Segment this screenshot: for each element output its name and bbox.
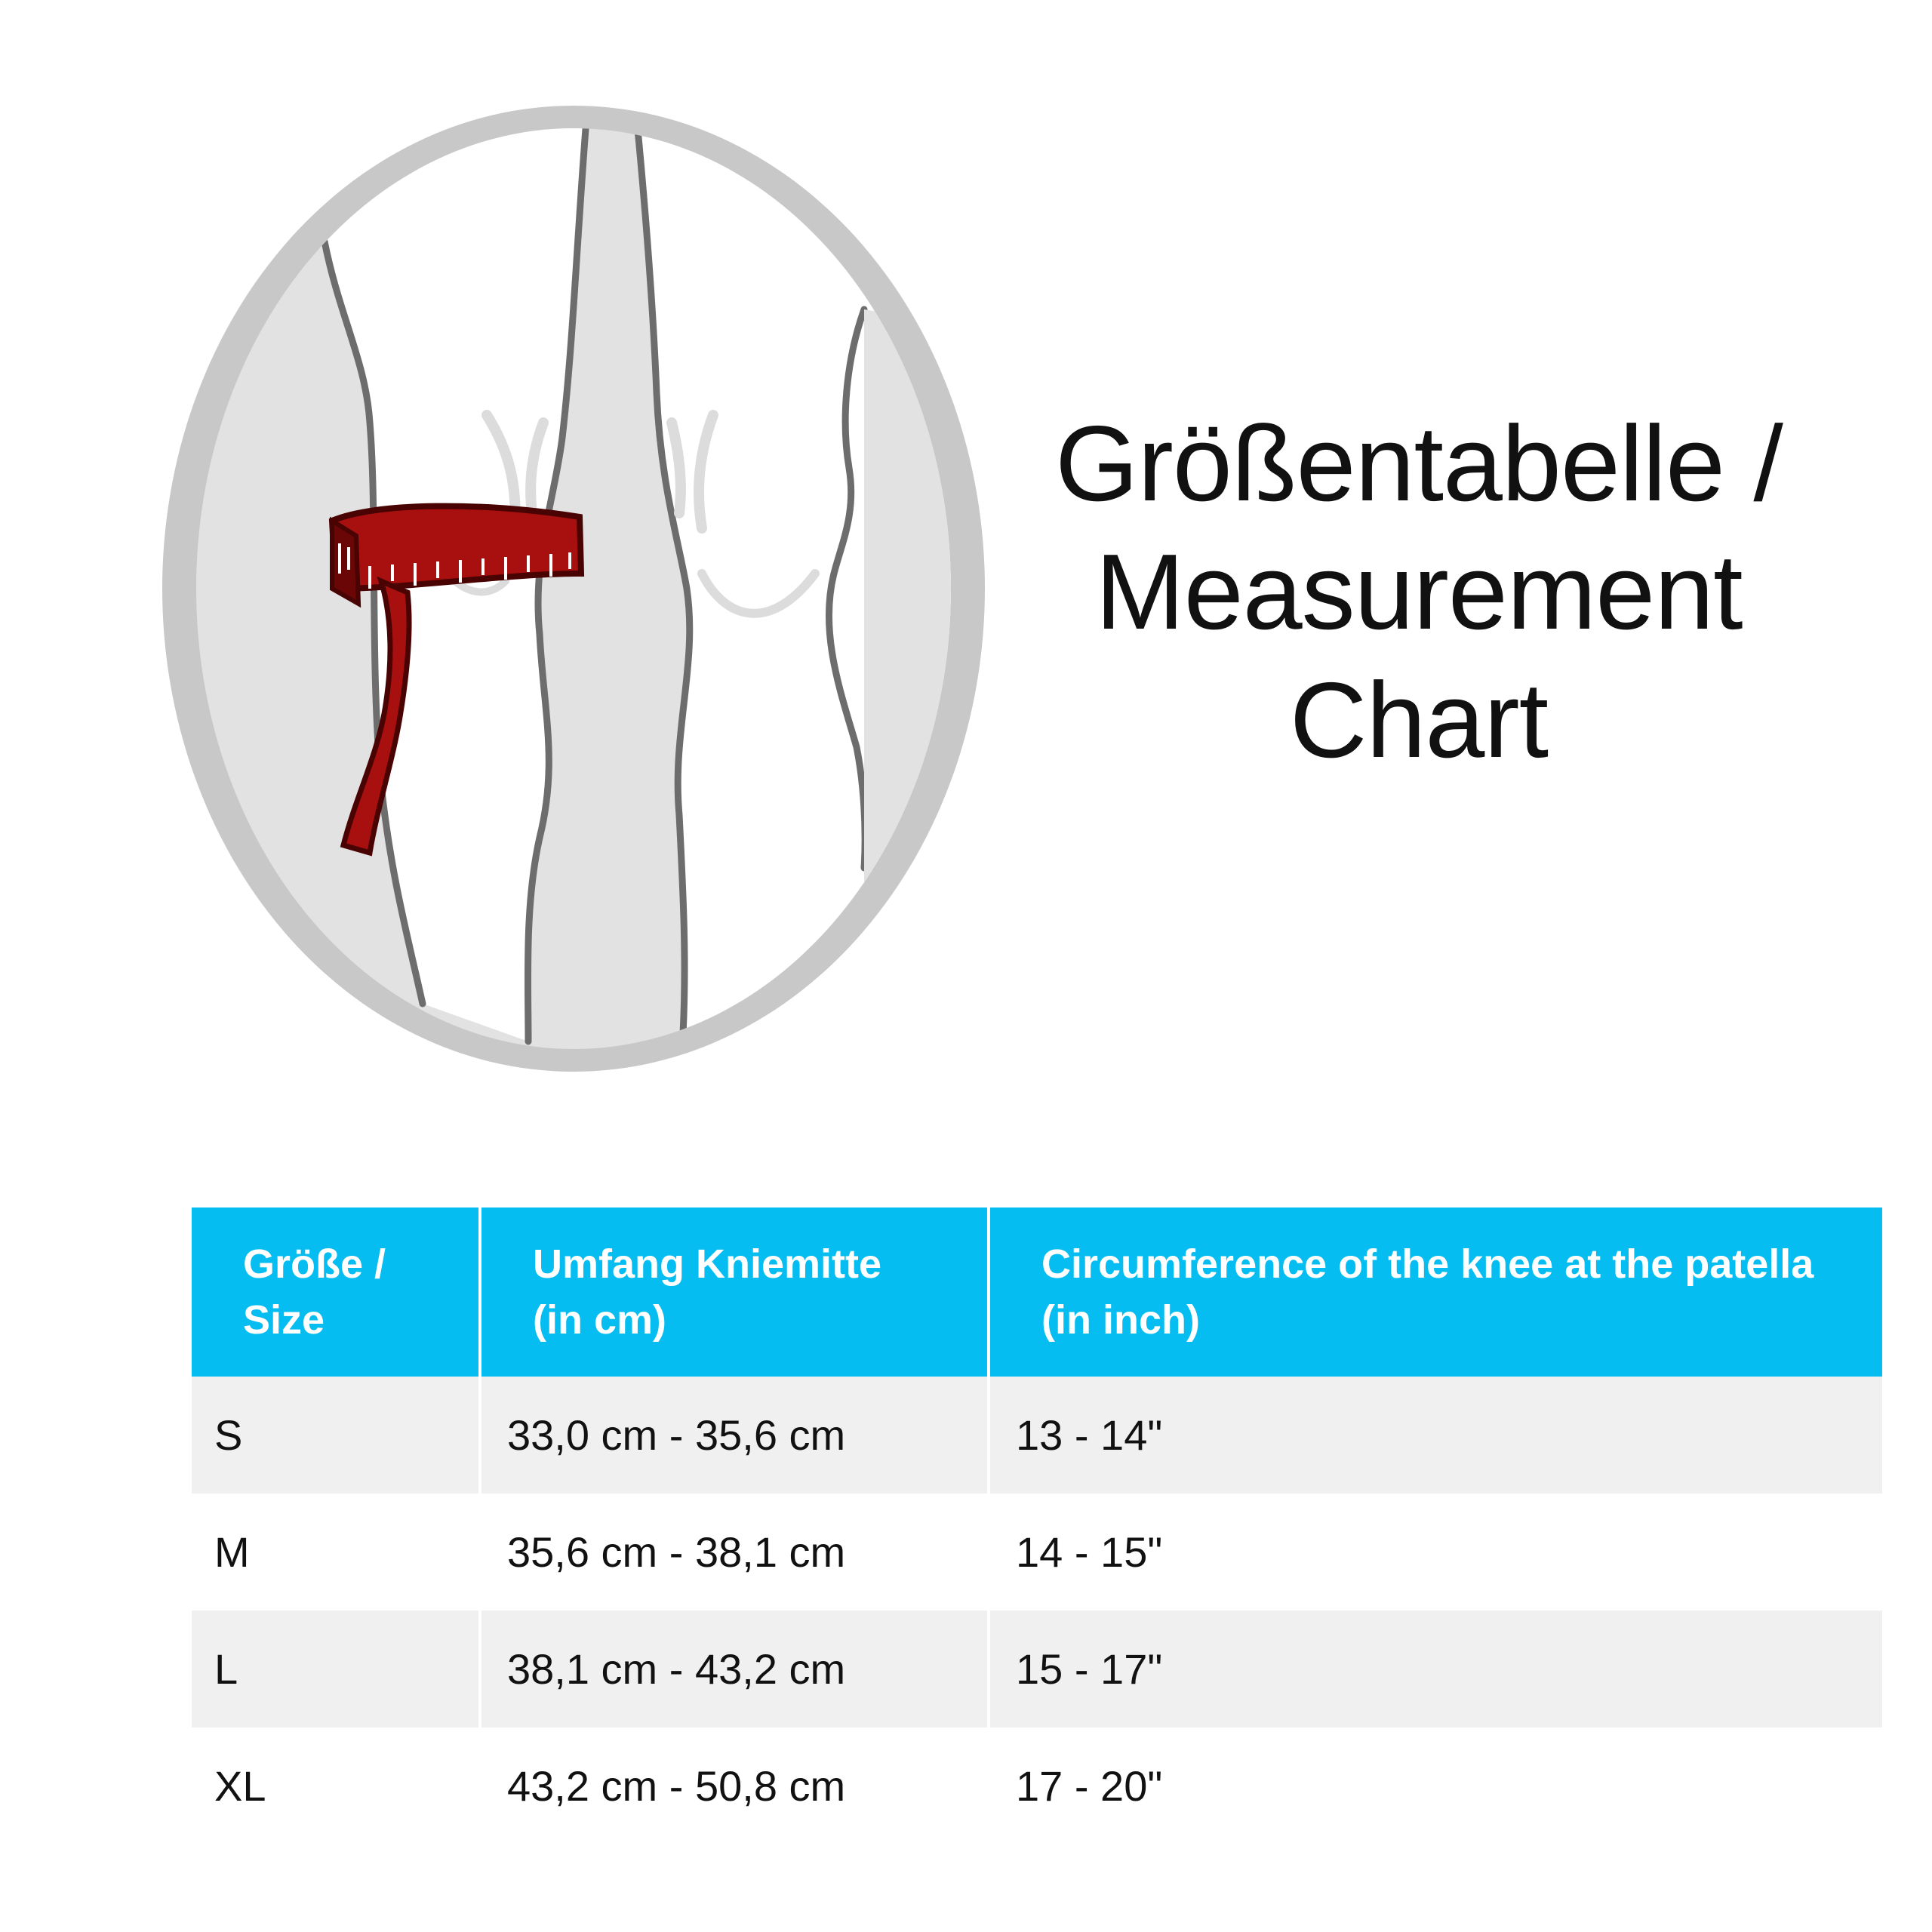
header-size: Größe / Size [192, 1208, 480, 1377]
title-line-3: Chart [1289, 660, 1549, 780]
size-cell: L [192, 1611, 480, 1727]
chart-title [1041, 400, 1796, 785]
inch-cell: 13 - 14" [989, 1377, 1882, 1494]
table-row [192, 1611, 1882, 1727]
size-cell: S [192, 1377, 480, 1494]
inch-cell: 15 - 17" [989, 1611, 1882, 1727]
table-row [192, 1727, 1882, 1844]
title-line-1: Größentabelle / [1055, 404, 1783, 524]
cm-cell: 38,1 cm - 43,2 cm [480, 1611, 989, 1727]
table-row [192, 1494, 1882, 1611]
size-cell: XL [192, 1727, 480, 1844]
cm-cell: 43,2 cm - 50,8 cm [480, 1727, 989, 1844]
cm-cell: 35,6 cm - 38,1 cm [480, 1494, 989, 1611]
table-row [192, 1377, 1882, 1494]
cm-cell: 33,0 cm - 35,6 cm [480, 1377, 989, 1494]
inch-cell: 14 - 15" [989, 1494, 1882, 1611]
knee-measuring-tape-icon [151, 91, 996, 1087]
size-cell: M [192, 1494, 480, 1611]
inch-cell: 17 - 20" [989, 1727, 1882, 1844]
title-line-2: Measurement [1095, 532, 1743, 652]
size-table [192, 1208, 1882, 1844]
header-inch: Circumference of the knee at the patella (in inch) [989, 1208, 1882, 1377]
table-header-row [192, 1208, 1882, 1377]
header-cm: Umfang Kniemitte (in cm) [480, 1208, 989, 1377]
